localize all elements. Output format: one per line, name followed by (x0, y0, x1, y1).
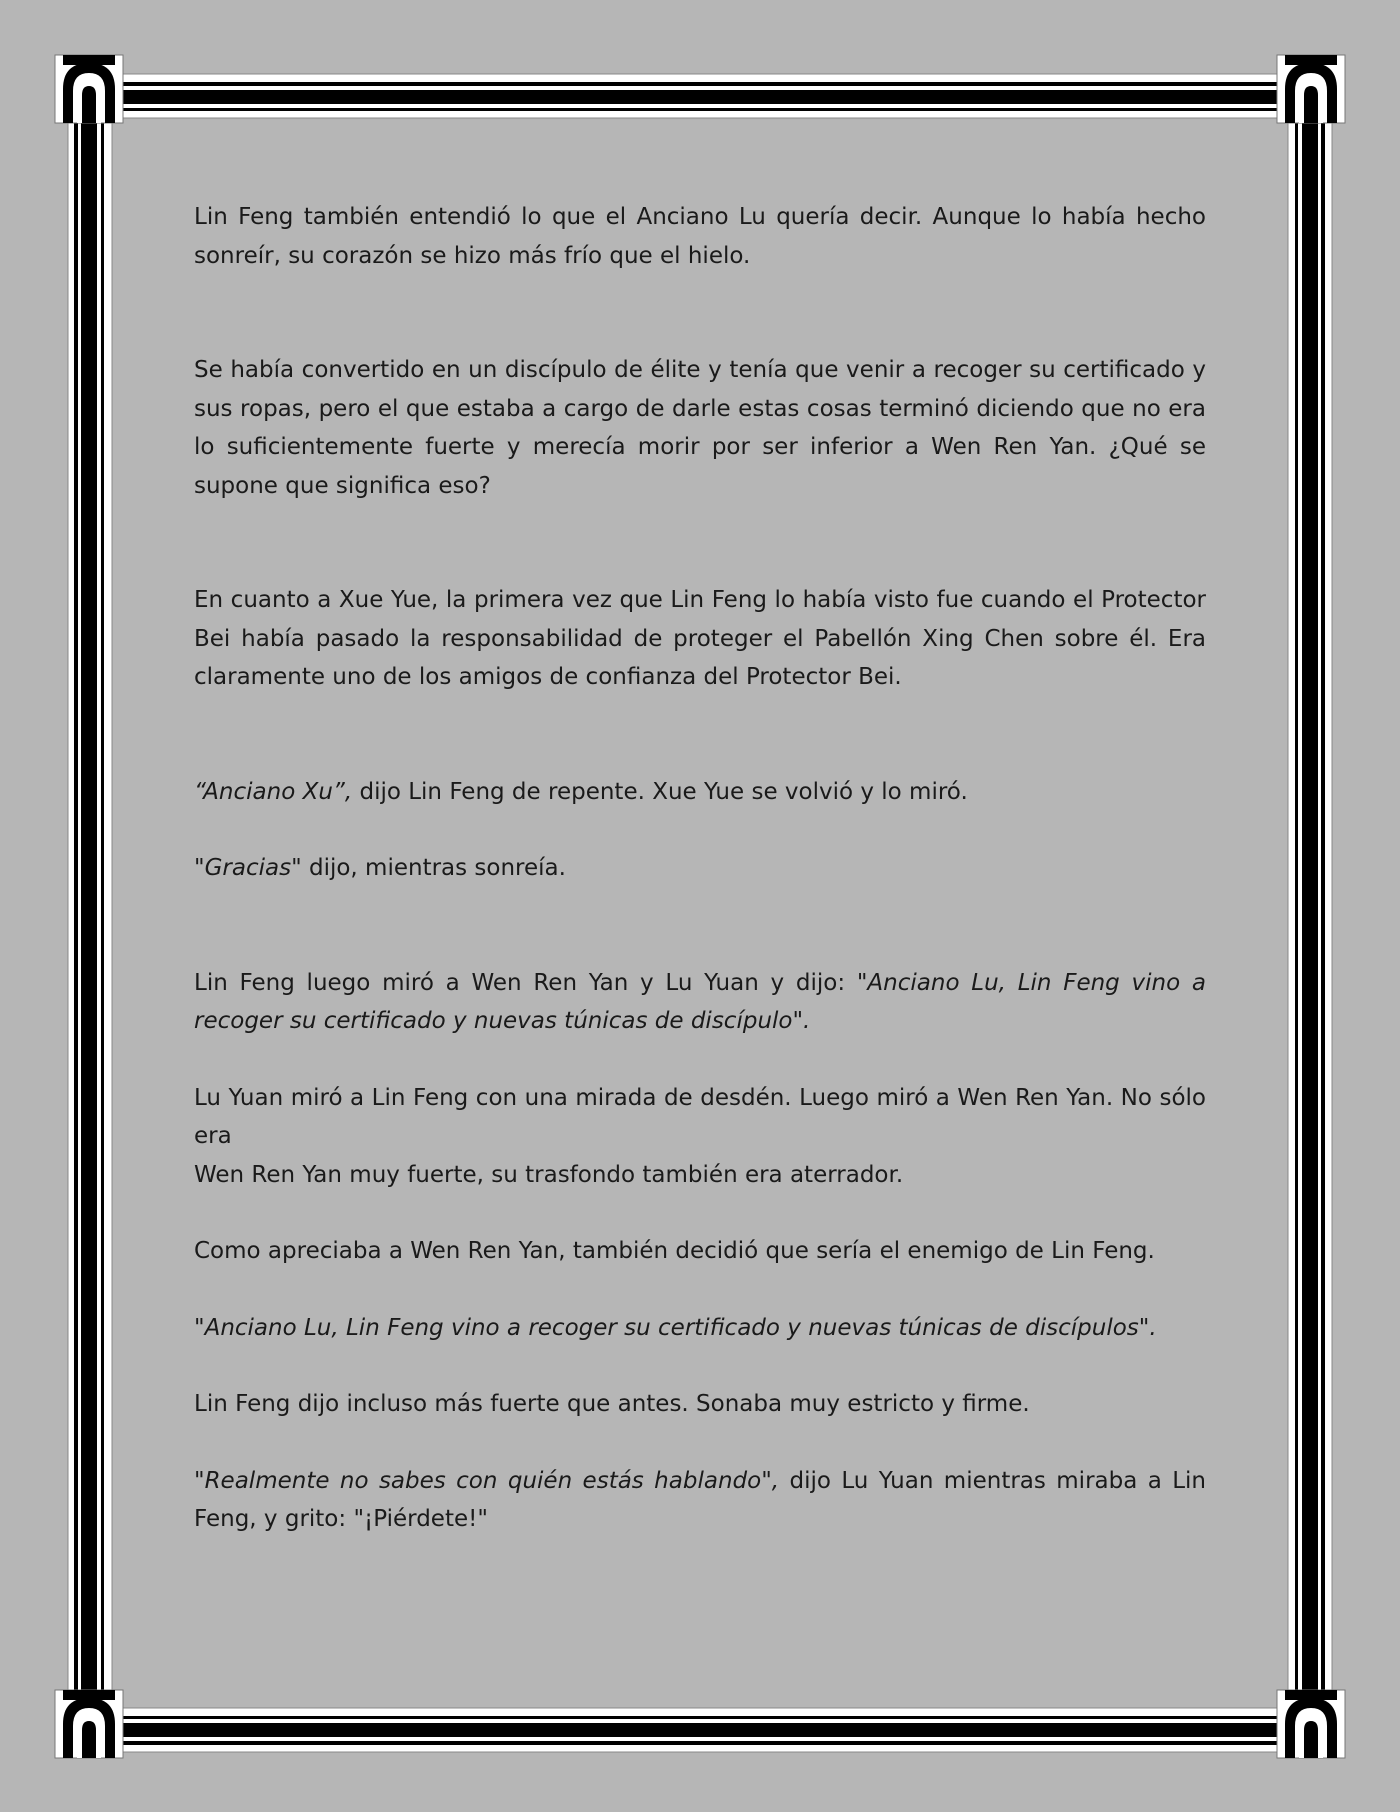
paragraph-2: Se había convertido en un discípulo de élite y tenía que venir a recoger su certificado y sus ropas, pero el que estaba a cargo de darle estas cosas terminó diciendo que no era lo suficientemente fuerte y merecía morir por ser inferior a Wen Ren Yan. ¿Qué se supone que significa eso? (194, 357, 1206, 499)
paragraph-9: "Anciano Lu, Lin Feng vino a recoger su certificado y nuevas túnicas de discípulos". (194, 1314, 1157, 1341)
border-bottom-band (110, 1708, 1290, 1752)
paragraph-spacer (194, 888, 1206, 964)
paragraph-spacer (194, 1424, 1206, 1462)
paragraph-spacer (194, 1271, 1206, 1309)
paragraph-3: En cuanto a Xue Yue, la primera vez que Lin Feng lo había visto fue cuando el Protector Bei había pasado la responsabilidad de proteger el Pabellón Xing Chen sobre él. Era claramente uno de los amigos de confianza del Protector Bei. (194, 587, 1206, 690)
paragraph-spacer (194, 1041, 1206, 1079)
narration-text: dijo Lin Feng de repente. Xue Yue se volvió y lo miró. (352, 778, 968, 805)
paragraph-spacer (194, 811, 1206, 849)
page-body-text (194, 198, 1206, 1539)
paragraph-spacer (194, 505, 1206, 581)
paragraph-4 (194, 773, 1206, 812)
narration-text: Lin Feng luego miró a Wen Ren Yan y Lu Yuan y dijo: (194, 969, 857, 996)
border-top-band (110, 74, 1290, 118)
corner-ornament-bottom-right (1277, 1690, 1345, 1758)
border-left-band (68, 110, 112, 1710)
paragraph-spacer (194, 1347, 1206, 1385)
paragraph-6 (194, 964, 1206, 1041)
corner-ornament-bottom-left (55, 1690, 123, 1758)
paragraph-7-line-2: Wen Ren Yan muy fuerte, su trasfondo también era aterrador. (194, 1161, 904, 1188)
narration-text: dijo, mientras sonreía. (301, 855, 566, 881)
paragraph-1: Lin Feng también entendió lo que el Anciano Lu quería decir. Aunque lo había hecho sonreír, su corazón se hizo más frío que el hielo. (194, 204, 1206, 269)
paragraph-8: Como apreciaba a Wen Ren Yan, también decidió que sería el enemigo de Lin Feng. (194, 1238, 1155, 1264)
paragraph-spacer (194, 1194, 1206, 1232)
narration-text: dijo Lu Yuan mientras miraba a Lin Feng, y grito: "¡Piérdete!" (194, 1467, 1206, 1532)
dialogue-italic: "Realmente no sabes con quién estás hablando", (194, 1467, 780, 1494)
paragraph-spacer (194, 697, 1206, 773)
border-right-band (1288, 110, 1332, 1710)
dialogue-italic: "Gracias" (194, 855, 302, 881)
paragraph-11 (194, 1462, 1206, 1539)
corner-ornament-top-left (55, 55, 123, 123)
paragraph-10: Lin Feng dijo incluso más fuerte que antes. Sonaba muy estricto y firme. (194, 1391, 1030, 1417)
dialogue-italic: “Anciano Xu”, (194, 778, 353, 805)
dialogue-italic: "Anciano Lu, Lin Feng vino a recoger su certificado y nuevas túnicas de discípulo". (194, 969, 1207, 1034)
paragraph-spacer (194, 275, 1206, 351)
corner-ornament-top-right (1277, 55, 1345, 123)
paragraph-7-line-1: Lu Yuan miró a Lin Feng con una mirada de desdén. Luego miró a Wen Ren Yan. No sólo era (194, 1084, 1206, 1149)
paragraph-5 (194, 849, 1206, 888)
